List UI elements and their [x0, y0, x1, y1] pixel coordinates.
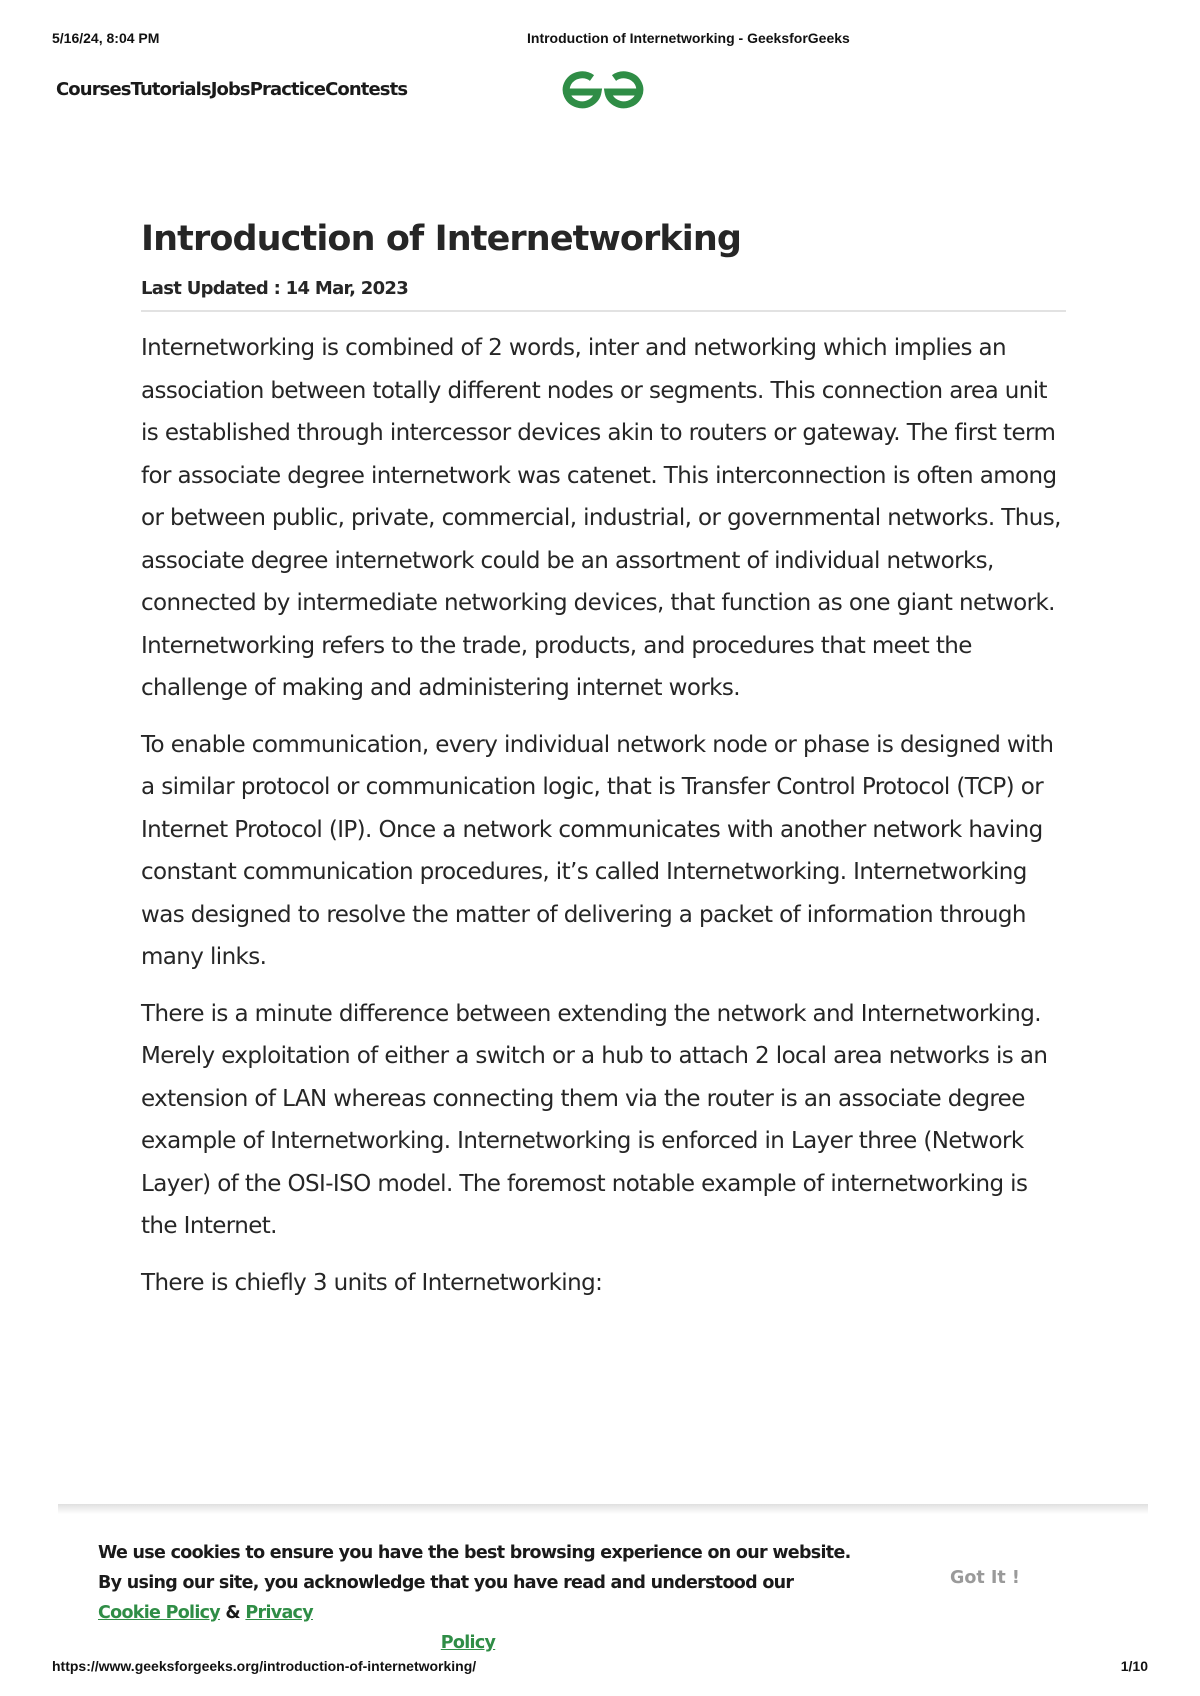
nav-item-courses[interactable]: Courses [56, 79, 131, 100]
privacy-policy-link[interactable]: Privacy [245, 1603, 313, 1623]
last-updated: Last Updated : 14 Mar, 2023 [141, 278, 409, 299]
paragraph: To enable communication, every individual network node or phase is designed with a similar protocol or communication logic, that is Transfer Control Protocol (TCP) or Internet Protocol (IP). Once a network communicates with another network having constant communication procedures, it’s called Internetworking. Internetworking was designed to resolve the matter of delivering a packet of information through many links. [141, 731, 1054, 970]
print-header [52, 30, 1148, 50]
print-datetime: 5/16/24, 8:04 PM [52, 30, 160, 46]
print-page-title: Introduction of Internetworking - GeeksforGeeks [527, 30, 850, 46]
paragraph: Internetworking is combined of 2 words, inter and networking which implies an association between totally different nodes or segments. This connection area unit is established through intercessor devices akin to routers or gateway. The first term for associate degree internetwork was catenet. This interconnection is often among or between public, private, commercial, industrial, or governmental networks. Thus, associate degree internetwork could be an assortment of individual networks, connected by intermediate networking devices, that function as one giant network. Internetworking refers to the trade, products, and procedures that meet the challenge of making and administering internet works. [141, 335, 1061, 701]
nav-item-practice[interactable]: Practice [249, 79, 326, 100]
divider [141, 310, 1066, 312]
got-it-button[interactable]: Got It ! [950, 1568, 1020, 1588]
nav-item-contests[interactable]: Contests [325, 79, 408, 100]
print-page-number: 1/10 [1120, 1658, 1148, 1674]
paragraph: There is a minute difference between extending the network and Internetworking. Merely exploitation of either a switch or a hub to attach 2 local area networks is an extension of LAN whereas connecting them via the router is an associate degree example of Internetworking. Internetworking is enforced in Layer three (Network Layer) of the OSI-ISO model. The foremost notable example of internetworking is the Internet. [141, 1000, 1048, 1239]
print-url: https://www.geeksforgeeks.org/introduction-of-internetworking/ [52, 1658, 477, 1674]
page-title: Introduction of Internetworking [141, 219, 742, 259]
gfg-logo-icon[interactable] [562, 70, 644, 112]
cookie-policy-link[interactable]: Cookie Policy [98, 1603, 221, 1623]
cookie-text: We use cookies to ensure you have the best browsing experience on our website. By using our site, you acknowledge that you have read and understood our [98, 1543, 851, 1593]
nav-item-jobs[interactable]: Jobs [210, 79, 250, 100]
nav-item-tutorials[interactable]: Tutorials [130, 79, 211, 100]
site-nav [56, 79, 407, 100]
privacy-policy-link-continued[interactable]: Policy [440, 1633, 496, 1653]
cookie-ampersand: & [225, 1603, 240, 1623]
cookie-banner-shadow [58, 1504, 1148, 1514]
article [141, 216, 1066, 1304]
cookie-banner [98, 1538, 858, 1658]
print-footer [52, 1658, 1148, 1678]
paragraph: There is chiefly 3 units of Internetworking: [141, 1269, 603, 1296]
